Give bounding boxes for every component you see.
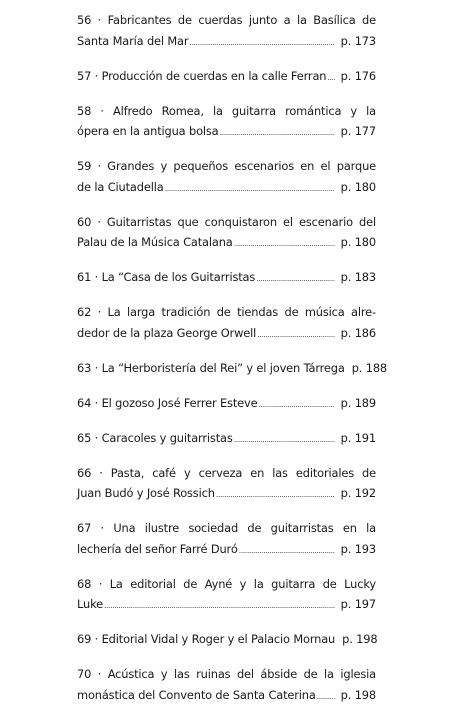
toc-entry-page-row: [77, 31, 376, 54]
dot-leader: [104, 596, 335, 617]
dot-leader: [189, 33, 334, 54]
toc-entry[interactable]: [77, 428, 376, 451]
toc-entry-page-number: p. 180: [340, 235, 376, 249]
toc-entry[interactable]: [77, 574, 376, 617]
toc-entry-page-row: [77, 232, 376, 255]
toc-entry-page-number: p. 192: [340, 486, 376, 500]
toc-entry[interactable]: [77, 267, 376, 290]
toc-entry-page-row: [77, 358, 388, 381]
toc-entry-page-number: p. 177: [340, 124, 376, 138]
toc-entry-title-line: 68 · La editorial de Ayné y la guitarra de Lucky: [77, 576, 376, 591]
toc-entry-title-end: Juan Budó y José Rossich: [77, 486, 215, 500]
toc-entry-title-end: 63 · La “Herboristería del Rei” y el joven Tárrega: [77, 360, 345, 375]
dot-leader: [216, 485, 335, 506]
toc-entry-page-row: [77, 483, 376, 506]
dot-leader: [256, 269, 335, 290]
toc-entry-page-number: p. 186: [340, 325, 376, 340]
dot-leader: [258, 395, 334, 416]
dot-leader: [234, 234, 335, 255]
toc-entry-title-end: 69 · Editorial Vidal y Roger y el Palacio Mornau: [77, 632, 336, 646]
dot-leader: [327, 68, 334, 89]
toc-entry[interactable]: [77, 358, 388, 381]
toc-entry-title-line: 58 · Alfredo Romea, la guitarra romántica y la: [77, 103, 376, 118]
toc-entry[interactable]: [77, 10, 376, 53]
table-of-contents: [77, 10, 388, 720]
toc-entry-title-end: dedor de la plaza George Orwell: [77, 325, 257, 340]
toc-entry[interactable]: [77, 212, 376, 255]
toc-entry-title-end: 65 · Caracoles y guitarristas: [77, 430, 233, 445]
toc-entry-page-row: [77, 629, 376, 652]
toc-entry[interactable]: [77, 393, 376, 416]
toc-entry[interactable]: [77, 629, 376, 652]
toc-entry-title-line: 67 · Una ilustre sociedad de guitarristas en la: [77, 521, 376, 535]
toc-entry-page-row: [77, 594, 376, 617]
toc-entry-page-row: [77, 539, 376, 562]
toc-entry-page-row: [77, 685, 376, 708]
dot-leader: [220, 123, 335, 144]
toc-entry-title-line: 70 · Acústica y las ruinas del ábside de la iglesia: [77, 667, 376, 681]
toc-entry-title-end: ópera en la antigua bolsa: [77, 124, 219, 138]
toc-entry-title-end: 57 · Producción de cuerdas en la calle Ferran: [77, 68, 327, 83]
toc-entry-page-row: [77, 267, 376, 290]
toc-entry[interactable]: [77, 518, 376, 561]
toc-entry[interactable]: [77, 302, 376, 345]
toc-entry-page-row: [77, 177, 376, 200]
toc-entry-title-line: 59 · Grandes y pequeños escenarios en el parque: [77, 159, 376, 173]
dot-leader: [165, 179, 335, 200]
toc-entry-title-end: de la Ciutadella: [77, 179, 164, 194]
toc-entry[interactable]: [77, 463, 376, 506]
dot-leader: [317, 687, 335, 708]
toc-entry-title-end: lechería del señor Farré Duró: [77, 541, 238, 556]
toc-entry-page-row: [77, 121, 376, 144]
toc-entry-page-number: p. 180: [340, 179, 376, 194]
dot-leader: [239, 541, 335, 562]
toc-entry-page-number: p. 193: [340, 541, 376, 556]
toc-entry-title-line: 66 · Pasta, café y cerveza en las editoriales de: [77, 465, 376, 480]
toc-entry-title-end: Santa María del Mar: [77, 33, 189, 48]
toc-entry-page-row: [77, 428, 376, 451]
toc-entry-page-number: p. 197: [340, 597, 376, 611]
toc-entry-page-number: p. 188: [351, 360, 388, 375]
toc-entry-title-line: 60 · Guitarristas que conquistaron el escenario del: [77, 214, 376, 229]
toc-entry-page-number: p. 183: [340, 270, 376, 284]
toc-entry-title-end: 61 · La “Casa de los Guitarristas: [77, 270, 256, 284]
toc-entry-page-number: p. 191: [340, 430, 376, 445]
toc-entry[interactable]: [77, 101, 376, 144]
dot-leader: [234, 430, 335, 451]
toc-entry-title-end: Luke: [77, 597, 103, 611]
toc-entry-page-number: p. 173: [340, 33, 376, 48]
toc-entry-page-row: [77, 323, 376, 346]
toc-entry-page-row: [77, 393, 376, 416]
toc-entry[interactable]: [77, 664, 376, 707]
toc-entry[interactable]: [77, 156, 376, 199]
toc-entry-page-number: p. 176: [340, 68, 376, 83]
toc-entry-page-number: p. 198: [340, 687, 376, 702]
toc-entry-title-line: 62 · La larga tradición de tiendas de música alre-: [77, 305, 376, 319]
toc-entry-title-line: 56 · Fabricantes de cuerdas junto a la Basílica de: [77, 13, 376, 27]
toc-entry-title-end: 64 · El gozoso José Ferrer Esteve: [77, 395, 258, 410]
toc-entry-page-row: [77, 66, 376, 89]
toc-entry-title-end: Palau de la Música Catalana: [77, 235, 233, 249]
toc-entry[interactable]: [77, 66, 376, 89]
toc-entry-title-end: monástica del Convento de Santa Caterina: [77, 687, 316, 702]
toc-entry-page-number: p. 189: [340, 395, 376, 410]
toc-entry-page-number: p. 198: [342, 632, 378, 646]
dot-leader: [257, 325, 335, 346]
